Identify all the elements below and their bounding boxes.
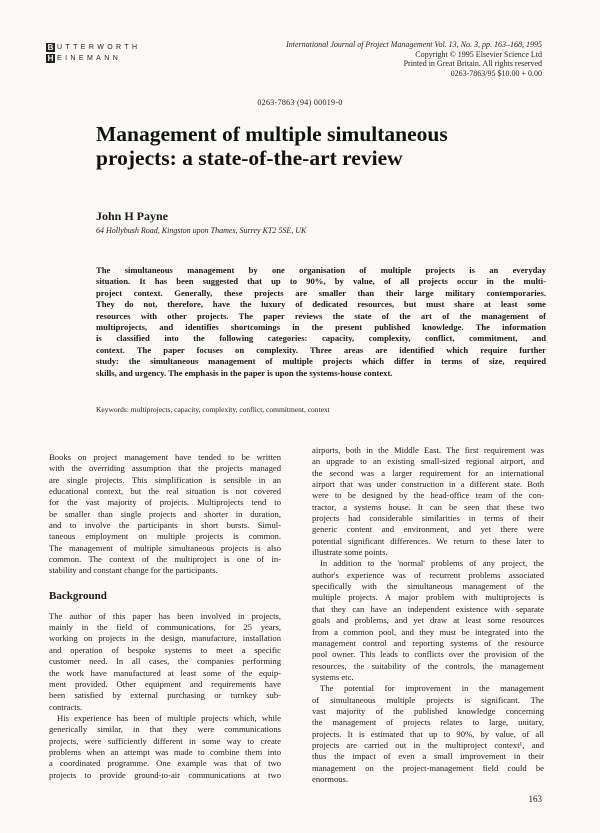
text-line: illustrate some points.	[312, 547, 388, 558]
text-line: management control and reporting systems of the resource	[312, 637, 544, 648]
text-line: resources, the suitability of the controls, the management	[312, 660, 544, 671]
journal-printed: Printed in Great Britain. All rights reserved	[403, 59, 542, 68]
text-line: customer need. In all cases, the companies performing	[49, 656, 281, 667]
journal-copyright: Copyright © 1995 Elsevier Science Ltd	[415, 49, 542, 59]
abstract-line: resources with other projects. The paper reviews the state of the art of the management of	[96, 310, 546, 321]
title-line-2: projects: a state-of-the-art review	[96, 146, 403, 170]
text-line: generic content and environment, and yet there were	[312, 524, 544, 535]
abstract-line: situation. It has been suggested that up to 90%, by value, of all projects occur in the multi-	[96, 276, 546, 287]
page-number: 163	[528, 794, 542, 804]
right-paragraph-1	[312, 445, 544, 558]
abstract-line: skills, and urgency. The emphasis in the paper is upon the systems-house context.	[96, 367, 393, 378]
publisher-logo	[46, 43, 156, 65]
text-line: airports, both in the Middle East. The first requirement was	[312, 445, 544, 455]
text-line: be smaller than single projects and shorter in duration,	[49, 508, 281, 519]
text-line: projects. It is estimated that up to 90%, by value, of all	[312, 728, 544, 739]
text-line: with the overriding assumption that the projects managed	[49, 463, 281, 474]
abstract-line: The simultaneous management by one organisation of multiple projects is an everyday	[96, 265, 546, 275]
abstract-line: context. The paper focuses on complexity. Three areas are identified which require further	[96, 344, 546, 355]
logo-text-line1: UTTERWORTH	[57, 44, 141, 51]
logo-initial-h: H	[47, 54, 54, 63]
background-paragraph-1	[49, 611, 281, 713]
author-name: John H Payne	[96, 209, 169, 223]
text-line: been satisfied by external purchasing or turnkey sub-	[49, 690, 281, 701]
intro-paragraph	[49, 452, 281, 577]
text-line: specifically with the simultaneous management of the	[312, 581, 544, 592]
text-line: potential significant differences. We return to these later to	[312, 535, 544, 546]
text-line: systems etc.	[312, 671, 354, 682]
text-line: In addition to the 'normal' problems of any project, the	[320, 558, 544, 569]
text-line: projects had considerable similarities in terms of their	[312, 513, 544, 524]
text-line: ment provided. Other equipment and requirements have	[49, 678, 281, 689]
text-line: of simultaneous multiple projects is significant. The	[312, 694, 544, 705]
text-line: The potential for improvement in the management	[320, 683, 544, 694]
text-line: tractor, a systems house. It can be seen that these two	[312, 501, 544, 512]
text-line: the work have manufactured at least some of the equip-	[49, 667, 281, 678]
text-line: multiple projects. A major problem with multiprojects is	[312, 592, 544, 603]
abstract-line: study: the simultaneous management of multiple projects which differ in terms of size, required	[96, 356, 546, 367]
text-line: pool owner. This leads to conflicts over the provision of the	[312, 649, 544, 660]
title-line-1: Management of multiple simultaneous	[96, 122, 448, 146]
logo-initial-b: B	[47, 43, 54, 52]
text-line: from a common pool, and they must be integrated into the	[312, 626, 544, 637]
text-line: projects, were sufficiently different in some way to create	[49, 735, 281, 746]
text-line: educational context, but the real situation is not covered	[49, 486, 281, 497]
right-paragraph-2	[312, 558, 544, 683]
text-line: generically similar, in that they were communications	[49, 724, 281, 735]
text-line: The management of multiple simultaneous projects is also	[49, 542, 281, 553]
text-line: the second was a larger requirement for an international	[312, 467, 544, 478]
article-code: 0263-7863 (94) 00019-0	[257, 98, 343, 107]
text-line: and to involve the participants in short bursts. Simul-	[49, 520, 281, 531]
text-line: vast majority of the published knowledge concerning	[312, 705, 544, 716]
text-line: are single projects. This simplification is sensible in an	[49, 474, 281, 485]
text-line: thus the impact of even a small improvement in their	[312, 751, 544, 762]
text-line: that they can have an independent existence with separate	[312, 603, 544, 614]
keywords-value: multiprojects, capacity, complexity, conflict, commitment, context	[130, 405, 330, 414]
section-heading-background: Background	[49, 589, 107, 602]
text-line: the management of projects relates to large, unitary,	[312, 717, 544, 728]
right-paragraph-3	[312, 683, 544, 785]
text-line: management on the project-management field could be	[312, 762, 544, 773]
author-affiliation: 64 Hollybush Road, Kingston upon Thames, Surrey KT2 5SE, UK	[96, 226, 307, 235]
text-line: problems when an attempt was made to combine them into	[49, 746, 281, 757]
text-line: author's experience was of recurrent problems associated	[312, 569, 544, 580]
text-line: stability and constant change for the participants.	[49, 565, 218, 576]
abstract-line: multiprojects, and identifies shortcomings in the present published knowledge. The information	[96, 322, 546, 333]
text-line: contracts.	[49, 701, 83, 712]
text-line: enormous.	[312, 773, 349, 784]
text-line: mainly in the field of communications, for 25 years,	[49, 622, 281, 633]
text-line: Books on project management have tended to be written	[49, 452, 281, 462]
logo-text-line2: EINEMANN	[57, 55, 122, 62]
text-line: were to be designed by the head-office team of the con-	[312, 490, 544, 501]
background-paragraph-2	[49, 713, 281, 781]
text-line: taneous employment on multiple projects is common.	[49, 531, 281, 542]
journal-info	[242, 40, 542, 78]
journal-citation: International Journal of Project Management Vol. 13, No. 3, pp. 163–168, 1995	[286, 40, 542, 49]
text-line: projects to provide ground-to-air communications at two	[49, 769, 281, 780]
text-line: His experience has been of multiple projects which, while	[57, 712, 281, 723]
abstract-line: They do not, therefore, have the luxury of dedicated resources, but must share at least some	[96, 299, 546, 310]
abstract-line: project context. Generally, these projects are smaller than their large military contemporaries.	[96, 287, 546, 298]
right-column	[312, 445, 544, 785]
text-line: working on projects in the design, manufacture, installation	[49, 633, 281, 644]
text-line: a coordinated programme. One example was that of two	[49, 758, 281, 769]
text-line: The author of this paper has been involved in projects,	[49, 610, 281, 621]
text-line: goals and problems, and yet draw at least some resources	[312, 615, 544, 626]
text-line: an upgrade to an existing small-sized regional airport, and	[312, 456, 544, 467]
journal-issn: 0263-7863/95 $10.00 + 0.00	[450, 68, 542, 78]
text-line: projects are carried out in the multiproject context¹, and	[312, 739, 544, 750]
keywords	[96, 405, 330, 414]
abstract-line: is classified into the following categories: capacity, complexity, conflict, commitment, and	[96, 333, 546, 344]
text-line: and operation of bespoke systems to meet a specific	[49, 644, 281, 655]
article-title	[96, 122, 566, 170]
abstract	[96, 265, 546, 379]
left-column	[49, 452, 281, 781]
keywords-label: Keywords:	[96, 405, 129, 414]
text-line: for the vast majority of projects. Multiprojects tend to	[49, 497, 281, 508]
text-line: common. The context of the multiproject is one of in-	[49, 554, 281, 565]
text-line: airport that was under construction in a different state. Both	[312, 479, 544, 490]
